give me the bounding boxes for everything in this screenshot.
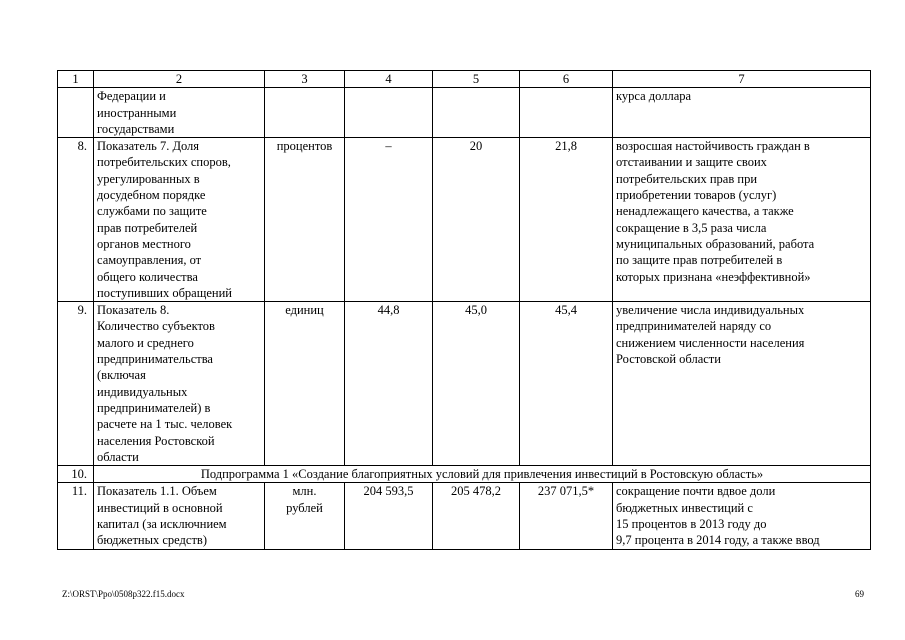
table-row (58, 483, 871, 549)
note-cell: возросшая настойчивость граждан в отстаивании и защите своих потребительских прав при приобретении товаров (услуг) ненадлежащего качества, а также сокращение в 3,5 раза числа муниципальных образований, работа по защите прав потребителей в которых признана «неэффективной» (613, 138, 871, 302)
header-cell: 6 (520, 71, 613, 88)
unit-cell: млн. рублей (265, 483, 345, 549)
unit-cell: единиц (265, 302, 345, 466)
value-cell-col4: 44,8 (345, 302, 433, 466)
indicator-cell: Федерации и иностранными государствами (94, 88, 265, 138)
note-cell: увеличение числа индивидуальных предпринимателей наряду со снижением численности населения Ростовской области (613, 302, 871, 466)
value-cell-col6 (520, 88, 613, 138)
unit-cell (265, 88, 345, 138)
indicator-cell: Показатель 1.1. Объем инвестиций в основной капитал (за исключнием бюджетных средств) (94, 483, 265, 549)
table-row (58, 138, 871, 302)
table-header-row (58, 71, 871, 88)
table-row (58, 302, 871, 466)
table-row (58, 88, 871, 138)
value-cell-col6: 237 071,5* (520, 483, 613, 549)
row-number-cell: 9. (58, 302, 94, 466)
value-cell-col5 (433, 88, 520, 138)
header-cell: 4 (345, 71, 433, 88)
value-cell-col4 (345, 88, 433, 138)
value-cell-col6: 21,8 (520, 138, 613, 302)
value-cell-col5: 45,0 (433, 302, 520, 466)
note-cell: сокращение почти вдвое доли бюджетных инвестиций с 15 процентов в 2013 году до 9,7 процента в 2014 году, а также ввод (613, 483, 871, 549)
subprogram-title-cell: Подпрограмма 1 «Создание благоприятных условий для привлечения инвестиций в Ростовскую область» (94, 466, 871, 483)
value-cell-col5: 20 (433, 138, 520, 302)
unit-cell: процентов (265, 138, 345, 302)
row-number-cell: 8. (58, 138, 94, 302)
row-number-cell: 10. (58, 466, 94, 483)
indicators-table (57, 70, 871, 550)
value-cell-col6: 45,4 (520, 302, 613, 466)
value-cell-col4: 204 593,5 (345, 483, 433, 549)
indicator-cell: Показатель 7. Доля потребительских споров, урегулированных в досудебном порядке службами по защите прав потребителей органов местного самоуправления, от общего количества поступивших обращений (94, 138, 265, 302)
row-number-cell (58, 88, 94, 138)
row-number-cell: 11. (58, 483, 94, 549)
indicator-cell: Показатель 8. Количество субъектов малого и среднего предпринимательства (включая индивидуальных предпринимателей) в расчете на 1 тыс. человек населения Ростовской области (94, 302, 265, 466)
header-cell: 3 (265, 71, 345, 88)
footer-file-path: Z:\ORST\Ppo\0508p322.f15.docx (62, 589, 185, 599)
value-cell-col5: 205 478,2 (433, 483, 520, 549)
header-cell: 5 (433, 71, 520, 88)
header-cell: 7 (613, 71, 871, 88)
subprogram-row (58, 466, 871, 483)
header-cell: 1 (58, 71, 94, 88)
note-cell: курса доллара (613, 88, 871, 138)
value-cell-col4: – (345, 138, 433, 302)
header-cell: 2 (94, 71, 265, 88)
footer-page-number: 69 (855, 589, 864, 599)
